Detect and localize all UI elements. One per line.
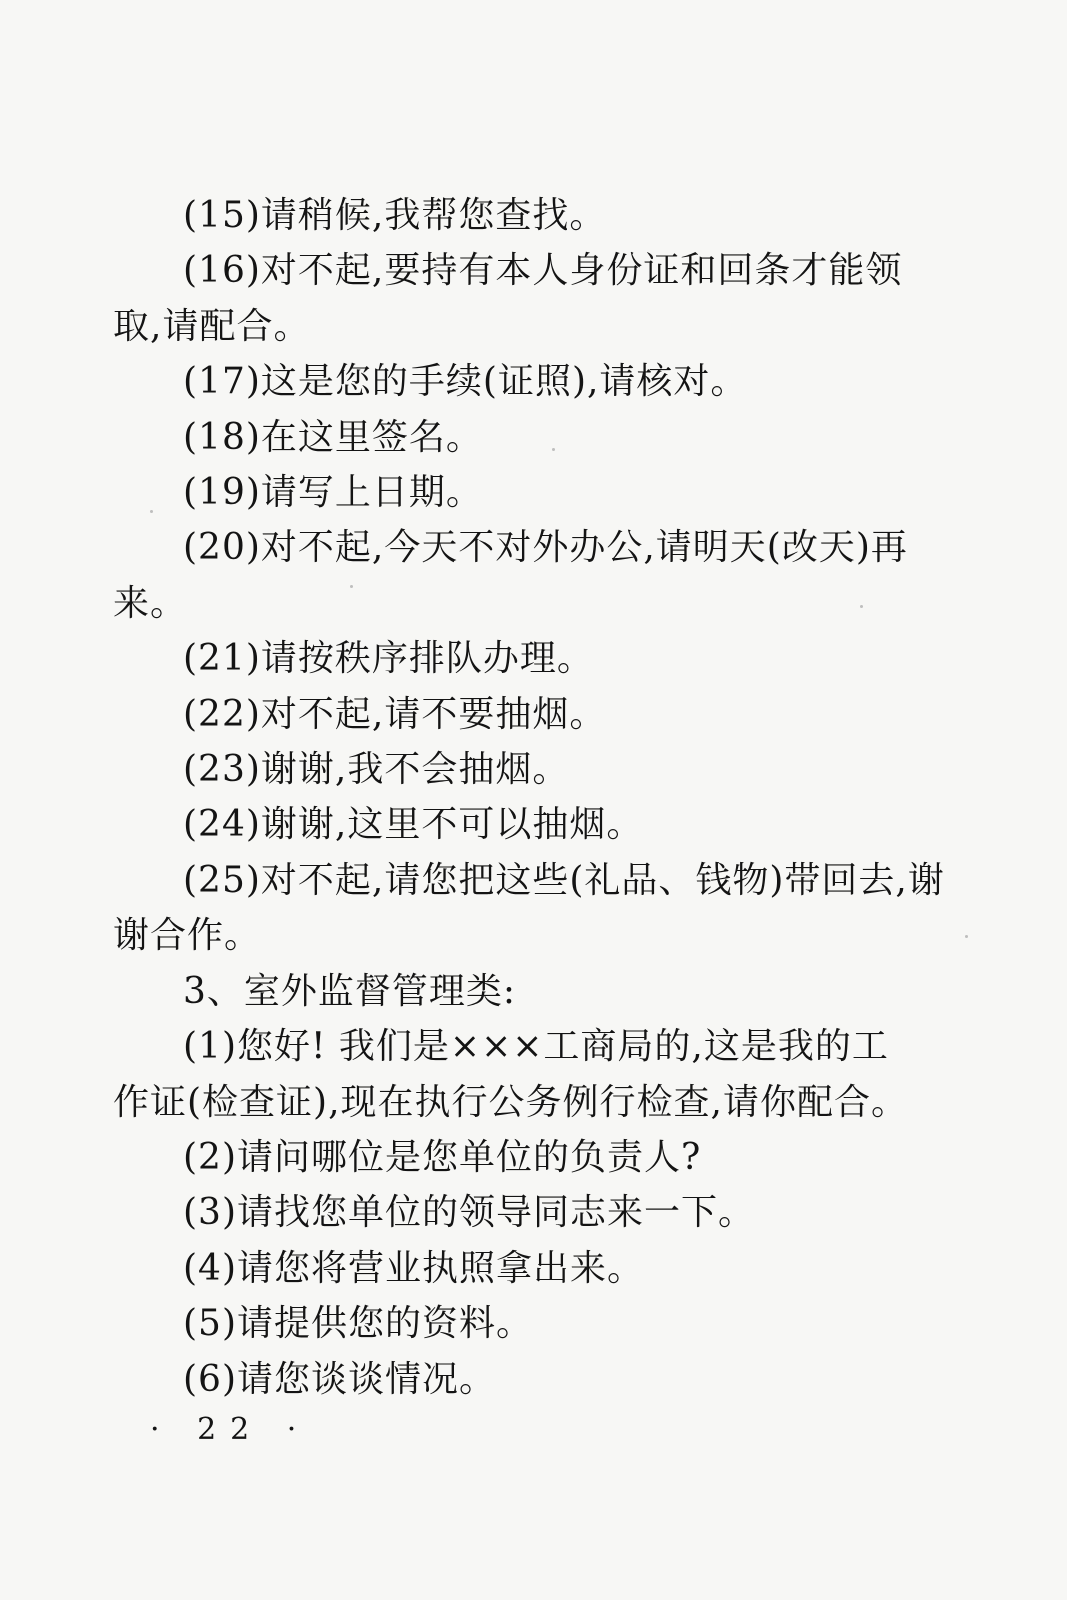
text-line: 来。 — [113, 582, 188, 624]
text-line: (22)对不起,请不要抽烟。 — [183, 693, 607, 735]
text-line: (3)请找您单位的领导同志来一下。 — [183, 1192, 755, 1234]
text-line: 3、室外监督管理类: — [183, 970, 517, 1012]
text-line: (15)请稍候,我帮您查找。 — [183, 195, 607, 236]
text-line: (17)这是您的手续(证照),请核对。 — [183, 361, 748, 403]
text-line: (24)谢谢,这里不可以抽烟。 — [183, 804, 644, 846]
text-line: (5)请提供您的资料。 — [183, 1303, 533, 1345]
text-line: (2)请问哪位是您单位的负责人? — [183, 1136, 702, 1178]
scan-speck — [965, 935, 968, 938]
text-line: 取,请配合。 — [113, 305, 311, 347]
text-line: (6)请您谈谈情况。 — [183, 1358, 496, 1400]
text-line: (16)对不起,要持有本人身份证和回条才能领 — [183, 250, 903, 292]
text-line: (25)对不起,请您把这些(礼品、钱物)带回去,谢 — [183, 859, 945, 901]
text-line: (23)谢谢,我不会抽烟。 — [183, 749, 570, 791]
text-line: (1)您好! 我们是×××工商局的,这是我的工 — [183, 1026, 889, 1068]
text-line: 作证(检查证),现在执行公务例行检查,请你配合。 — [113, 1081, 908, 1123]
text-line: (4)请您将营业执照拿出来。 — [183, 1247, 644, 1289]
text-line: (20)对不起,今天不对外办公,请明天(改天)再 — [183, 527, 908, 569]
page-number: · 22 · — [150, 1412, 311, 1447]
text-line: (21)请按秩序排队办理。 — [183, 638, 594, 680]
text-line: 谢合作。 — [113, 915, 262, 957]
body-text — [113, 188, 943, 1407]
text-line: (18)在这里签名。 — [183, 416, 483, 458]
text-line: (19)请写上日期。 — [183, 472, 483, 514]
